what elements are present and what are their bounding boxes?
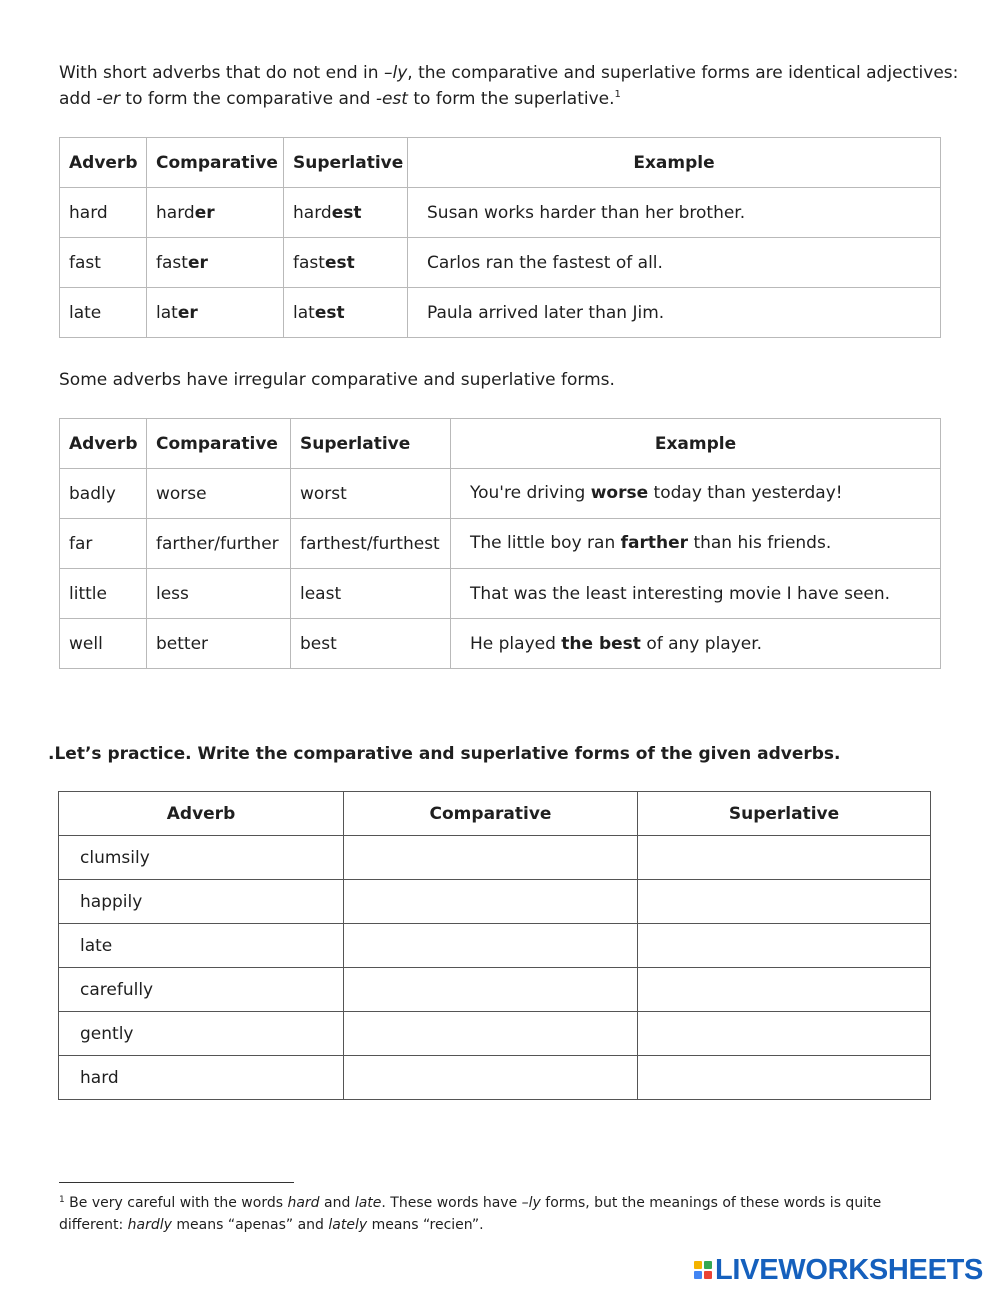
header-superlative: Superlative (638, 792, 931, 836)
footnote: $^1$ Be very careful with the words hard and late. These words have –ly forms, but the meanings of these words is quite different: hardly means “apenas” and lately means “recien”. (59, 1195, 882, 1233)
table-row (59, 968, 931, 1012)
comparative-answer-field[interactable] (344, 1012, 638, 1056)
logo-square (704, 1271, 712, 1279)
table-row (59, 880, 931, 924)
footnote-marker: 1 (59, 1195, 65, 1205)
comparative-cell: harder (147, 188, 284, 238)
adverb-cell: hard (59, 1056, 344, 1100)
table-row (60, 569, 941, 619)
superlative-answer-field[interactable] (638, 968, 931, 1012)
comparative-answer-field[interactable] (344, 924, 638, 968)
superlative-answer-field[interactable] (638, 880, 931, 924)
example-cell: Susan works harder than her brother. (408, 188, 941, 238)
table-row (60, 519, 941, 569)
adverb-cell: fast (60, 238, 147, 288)
adverb-cell: clumsily (59, 836, 344, 880)
table-row (59, 924, 931, 968)
adverb-cell: carefully (59, 968, 344, 1012)
example-cell: He played the best of any player. (451, 619, 941, 669)
footnote-ref[interactable]: 1 (614, 89, 621, 100)
header-adverb: Adverb (60, 138, 147, 188)
superlative-cell: fastest (284, 238, 408, 288)
header-adverb: Adverb (59, 792, 344, 836)
irregular-intro: Some adverbs have irregular comparative and superlative forms. (59, 370, 615, 390)
header-adverb: Adverb (60, 419, 147, 469)
superlative-answer-field[interactable] (638, 924, 931, 968)
comparative-answer-field[interactable] (344, 836, 638, 880)
superlative-cell: least (291, 569, 451, 619)
logo-square (694, 1271, 702, 1279)
adverb-cell: hard (60, 188, 147, 238)
table-row (60, 188, 941, 238)
practice-table (58, 791, 931, 1100)
table-header-row (60, 419, 941, 469)
table-row (59, 836, 931, 880)
superlative-cell: best (291, 619, 451, 669)
adverb-cell: gently (59, 1012, 344, 1056)
comparative-answer-field[interactable] (344, 968, 638, 1012)
adverb-cell: badly (60, 469, 147, 519)
liveworksheets-logo[interactable] (694, 1255, 983, 1285)
comparative-cell: farther/further (147, 519, 291, 569)
example-cell: That was the least interesting movie I have seen. (451, 569, 941, 619)
adverb-cell: far (60, 519, 147, 569)
header-comparative: Comparative (147, 138, 284, 188)
regular-adverbs-table (59, 137, 941, 338)
logo-icon (694, 1261, 712, 1279)
comparative-cell: later (147, 288, 284, 338)
superlative-answer-field[interactable] (638, 1056, 931, 1100)
comparative-answer-field[interactable] (344, 1056, 638, 1100)
table-header-row (60, 138, 941, 188)
header-example: Example (451, 419, 941, 469)
superlative-cell: latest (284, 288, 408, 338)
intro-text: to form the superlative. (407, 89, 615, 109)
intro-paragraph (59, 60, 959, 112)
comparative-answer-field[interactable] (344, 880, 638, 924)
header-example: Example (408, 138, 941, 188)
header-superlative: Superlative (284, 138, 408, 188)
superlative-cell: worst (291, 469, 451, 519)
logo-square (694, 1261, 702, 1269)
table-row (60, 469, 941, 519)
adverb-cell: little (60, 569, 147, 619)
irregular-adverbs-table (59, 418, 941, 669)
logo-text: LIVEWORKSHEETS (715, 1253, 984, 1286)
intro-text: to form the comparative and (120, 89, 376, 109)
header-superlative: Superlative (291, 419, 451, 469)
table-row (59, 1012, 931, 1056)
comparative-cell: better (147, 619, 291, 669)
table-row (59, 1056, 931, 1100)
adverb-cell: happily (59, 880, 344, 924)
adverb-cell: well (60, 619, 147, 669)
example-cell: Paula arrived later than Jim. (408, 288, 941, 338)
intro-text: , the comparative and superlative forms are identical adjectives: add (59, 63, 959, 109)
intro-er: -er (96, 89, 120, 109)
table-header-row (59, 792, 931, 836)
comparative-cell: less (147, 569, 291, 619)
superlative-cell: farthest/furthest (291, 519, 451, 569)
table-row (60, 238, 941, 288)
intro-text: With short adverbs that do not end in (59, 63, 384, 83)
table-row (60, 619, 941, 669)
logo-square (704, 1261, 712, 1269)
footnote-divider (59, 1182, 294, 1183)
example-cell: You're driving worse today than yesterday! (451, 469, 941, 519)
superlative-answer-field[interactable] (638, 1012, 931, 1056)
adverb-cell: late (59, 924, 344, 968)
intro-ly: –ly (383, 63, 408, 83)
superlative-cell: hardest (284, 188, 408, 238)
comparative-cell: faster (147, 238, 284, 288)
adverb-cell: late (60, 288, 147, 338)
comparative-cell: worse (147, 469, 291, 519)
header-comparative: Comparative (344, 792, 638, 836)
example-cell: Carlos ran the fastest of all. (408, 238, 941, 288)
practice-instruction: .Let’s practice. Write the comparative and superlative forms of the given adverbs. (48, 744, 841, 764)
header-comparative: Comparative (147, 419, 291, 469)
example-cell: The little boy ran farther than his friends. (451, 519, 941, 569)
superlative-answer-field[interactable] (638, 836, 931, 880)
intro-est: -est (375, 89, 408, 109)
table-row (60, 288, 941, 338)
